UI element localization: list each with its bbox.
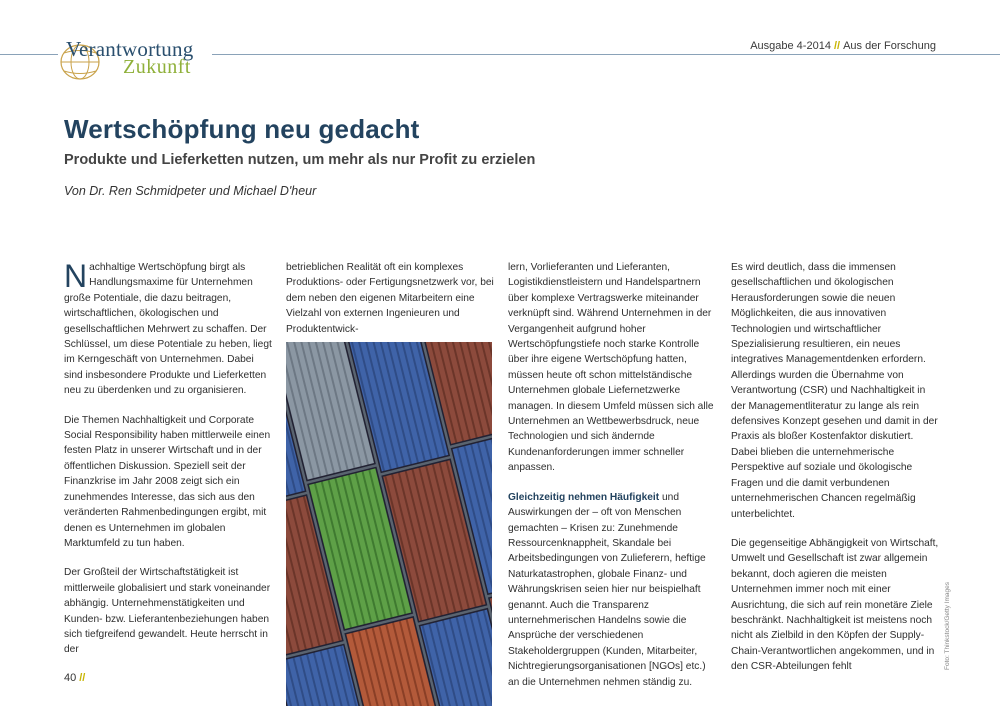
- paragraph: [64, 260, 274, 399]
- lead-in-text: Gleichzeitig nehmen Häufigkeit: [508, 491, 660, 503]
- logo-line-1: Verantwortung: [66, 37, 194, 61]
- paragraph-text: und Auswirkungen der – oft von Menschen gemachten – Krisen zu: Zunehmende Ressourcenknappheit, Skandale bei Arbeitsbedingungen von Zulieferern, heftige Naturkatastrophen, globale Finanz- und Währungskrisen seien hier nur beispielhaft genannt. Auch die Transparenz unternehmerischen Handelns sowie die Ansprüche der verschiedenen Stakeholdergruppen (Kunden, Mitarbeiter, Nichtregierungsorganisationen [NGOs] etc.) an die Unternehmen nehmen ständig zu.: [508, 491, 706, 688]
- issue-separator: //: [833, 40, 841, 52]
- photo-credit: Foto: Thinkstock/Getty Images: [944, 581, 951, 670]
- shipping-containers-photo: [286, 342, 492, 706]
- drop-cap: N: [64, 258, 88, 294]
- text-column-3: [508, 260, 718, 704]
- page-number: 40: [64, 672, 77, 684]
- section-name: Aus der Forschung: [843, 40, 936, 52]
- paragraph: Es wird deutlich, dass die immensen gesellschaftlichen und ökologischen Herausforderungen sowie die neuen Möglichkeiten, die aus innovativen Technologien und wirtschaftlicher Spezialisierung resultieren, ein neues integratives Managementdenken erfordern. Allerdings wurden die Übernahme von Verantwortung (CSR) und Nachhaltigkeit in der Managementliteratur zu lange als rein defensives Konzept gesehen und damit in der Praxis als bloßer Kostenfaktor diskutiert. Dabei blieben die unternehmerische Perspektive auf soziale und ökologische Fragen und die damit verbundenen unternehmerischen Chancen regelmäßig unterbelichtet.: [731, 262, 938, 520]
- issue-info: [750, 40, 936, 52]
- paragraph-text: achhaltige Wertschöpfung birgt als Handlungsmaxime für Unternehmen große Potentiale, die dazu beitragen, wirtschaftlichen, ökologischen und gesellschaftlichen Mehrwert zu schaffen. Der Schlüssel, um diese Potentiale zu heben, liegt im Kerngeschäft von Unternehmen. Dabei sind insbesondere Produkte und Lieferketten neu zu überdenken und zu organisieren.: [64, 262, 272, 397]
- containers-illustration: [286, 342, 492, 706]
- paragraph: Der Großteil der Wirtschaftstätigkeit ist mittlerweile globalisiert und stark voneinander abhängig. Unternehmenstätigkeiten und Kunden- bzw. Lieferantenbeziehungen haben sich tiefgreifend gewandelt. Heute herrscht in der: [64, 567, 271, 656]
- paragraph: Die gegenseitige Abhängigkeit von Wirtschaft, Umwelt und Gesellschaft ist zwar allgemein bekannt, doch agieren die meisten Unternehmen immer noch mit einer Ausrichtung, die sich auf rein monetäre Ziele beschränkt. Nachhaltigkeit ist meistens noch nicht als Zielbild in den Köpfen der Supply-Chain-Verantwortlichen angekommen, und in den CSR-Abteilungen fehlt: [731, 537, 939, 673]
- article-byline: Von Dr. Ren Schmidpeter und Michael D'heur: [64, 184, 317, 198]
- text-column-4: [731, 260, 939, 689]
- paragraph: lern, Vorlieferanten und Lieferanten, Logistikdienstleistern und Handelspartnern über komplexe Vertragswerke miteinander verknüpft sind. Während Unternehmen in der Vergangenheit aufgrund hoher Wertschöpfungstiefe noch starke Kontrolle über ihre eigene Wertschöpfung hatten, müssen heute oft schon mittelständische Unternehmen globale Liefernetzwerke managen. In diesem Umfeld müssen sich alle Unternehmen an Wettbewerbsdruck, neue Technologien und sich ändernde Kundenanforderungen immer schneller anpassen.: [508, 262, 714, 474]
- header-rule-left: [0, 54, 58, 55]
- article-title: Wertschöpfung neu gedacht: [64, 114, 420, 144]
- paragraph: betrieblichen Realität oft ein komplexes Produktions- oder Fertigungsnetzwerk vor, bei dem neben den eigenen Mitarbeitern eine Vielzahl von externen Ingenieuren und Produktentwick-: [286, 262, 494, 335]
- header-rule: [212, 54, 1000, 55]
- magazine-logo: [58, 34, 218, 84]
- text-column-2: [286, 260, 496, 351]
- paragraph: Die Themen Nachhaltigkeit und Corporate Social Responsibility haben mittlerweile einen festen Platz in unserer Wirtschaft und in der öffentlichen Diskussion. Speziell seit der Finanzkrise im Jahr 2008 zeigt sich ein zunehmendes Interesse, das sich aus den veränderten Rahmenbedingungen ergibt, mit denen es Unternehmen im globalen Marktumfeld zu tun haben.: [64, 414, 271, 549]
- paragraph: [508, 490, 718, 690]
- issue-number: Ausgabe 4-2014: [750, 40, 831, 52]
- footer-separator: //: [79, 672, 86, 684]
- logo-line-2: Zukunft: [123, 56, 191, 78]
- page-footer: [64, 672, 85, 684]
- article-subtitle: Produkte und Lieferketten nutzen, um mehr als nur Profit zu erzielen: [64, 152, 536, 168]
- text-column-1: [64, 260, 274, 672]
